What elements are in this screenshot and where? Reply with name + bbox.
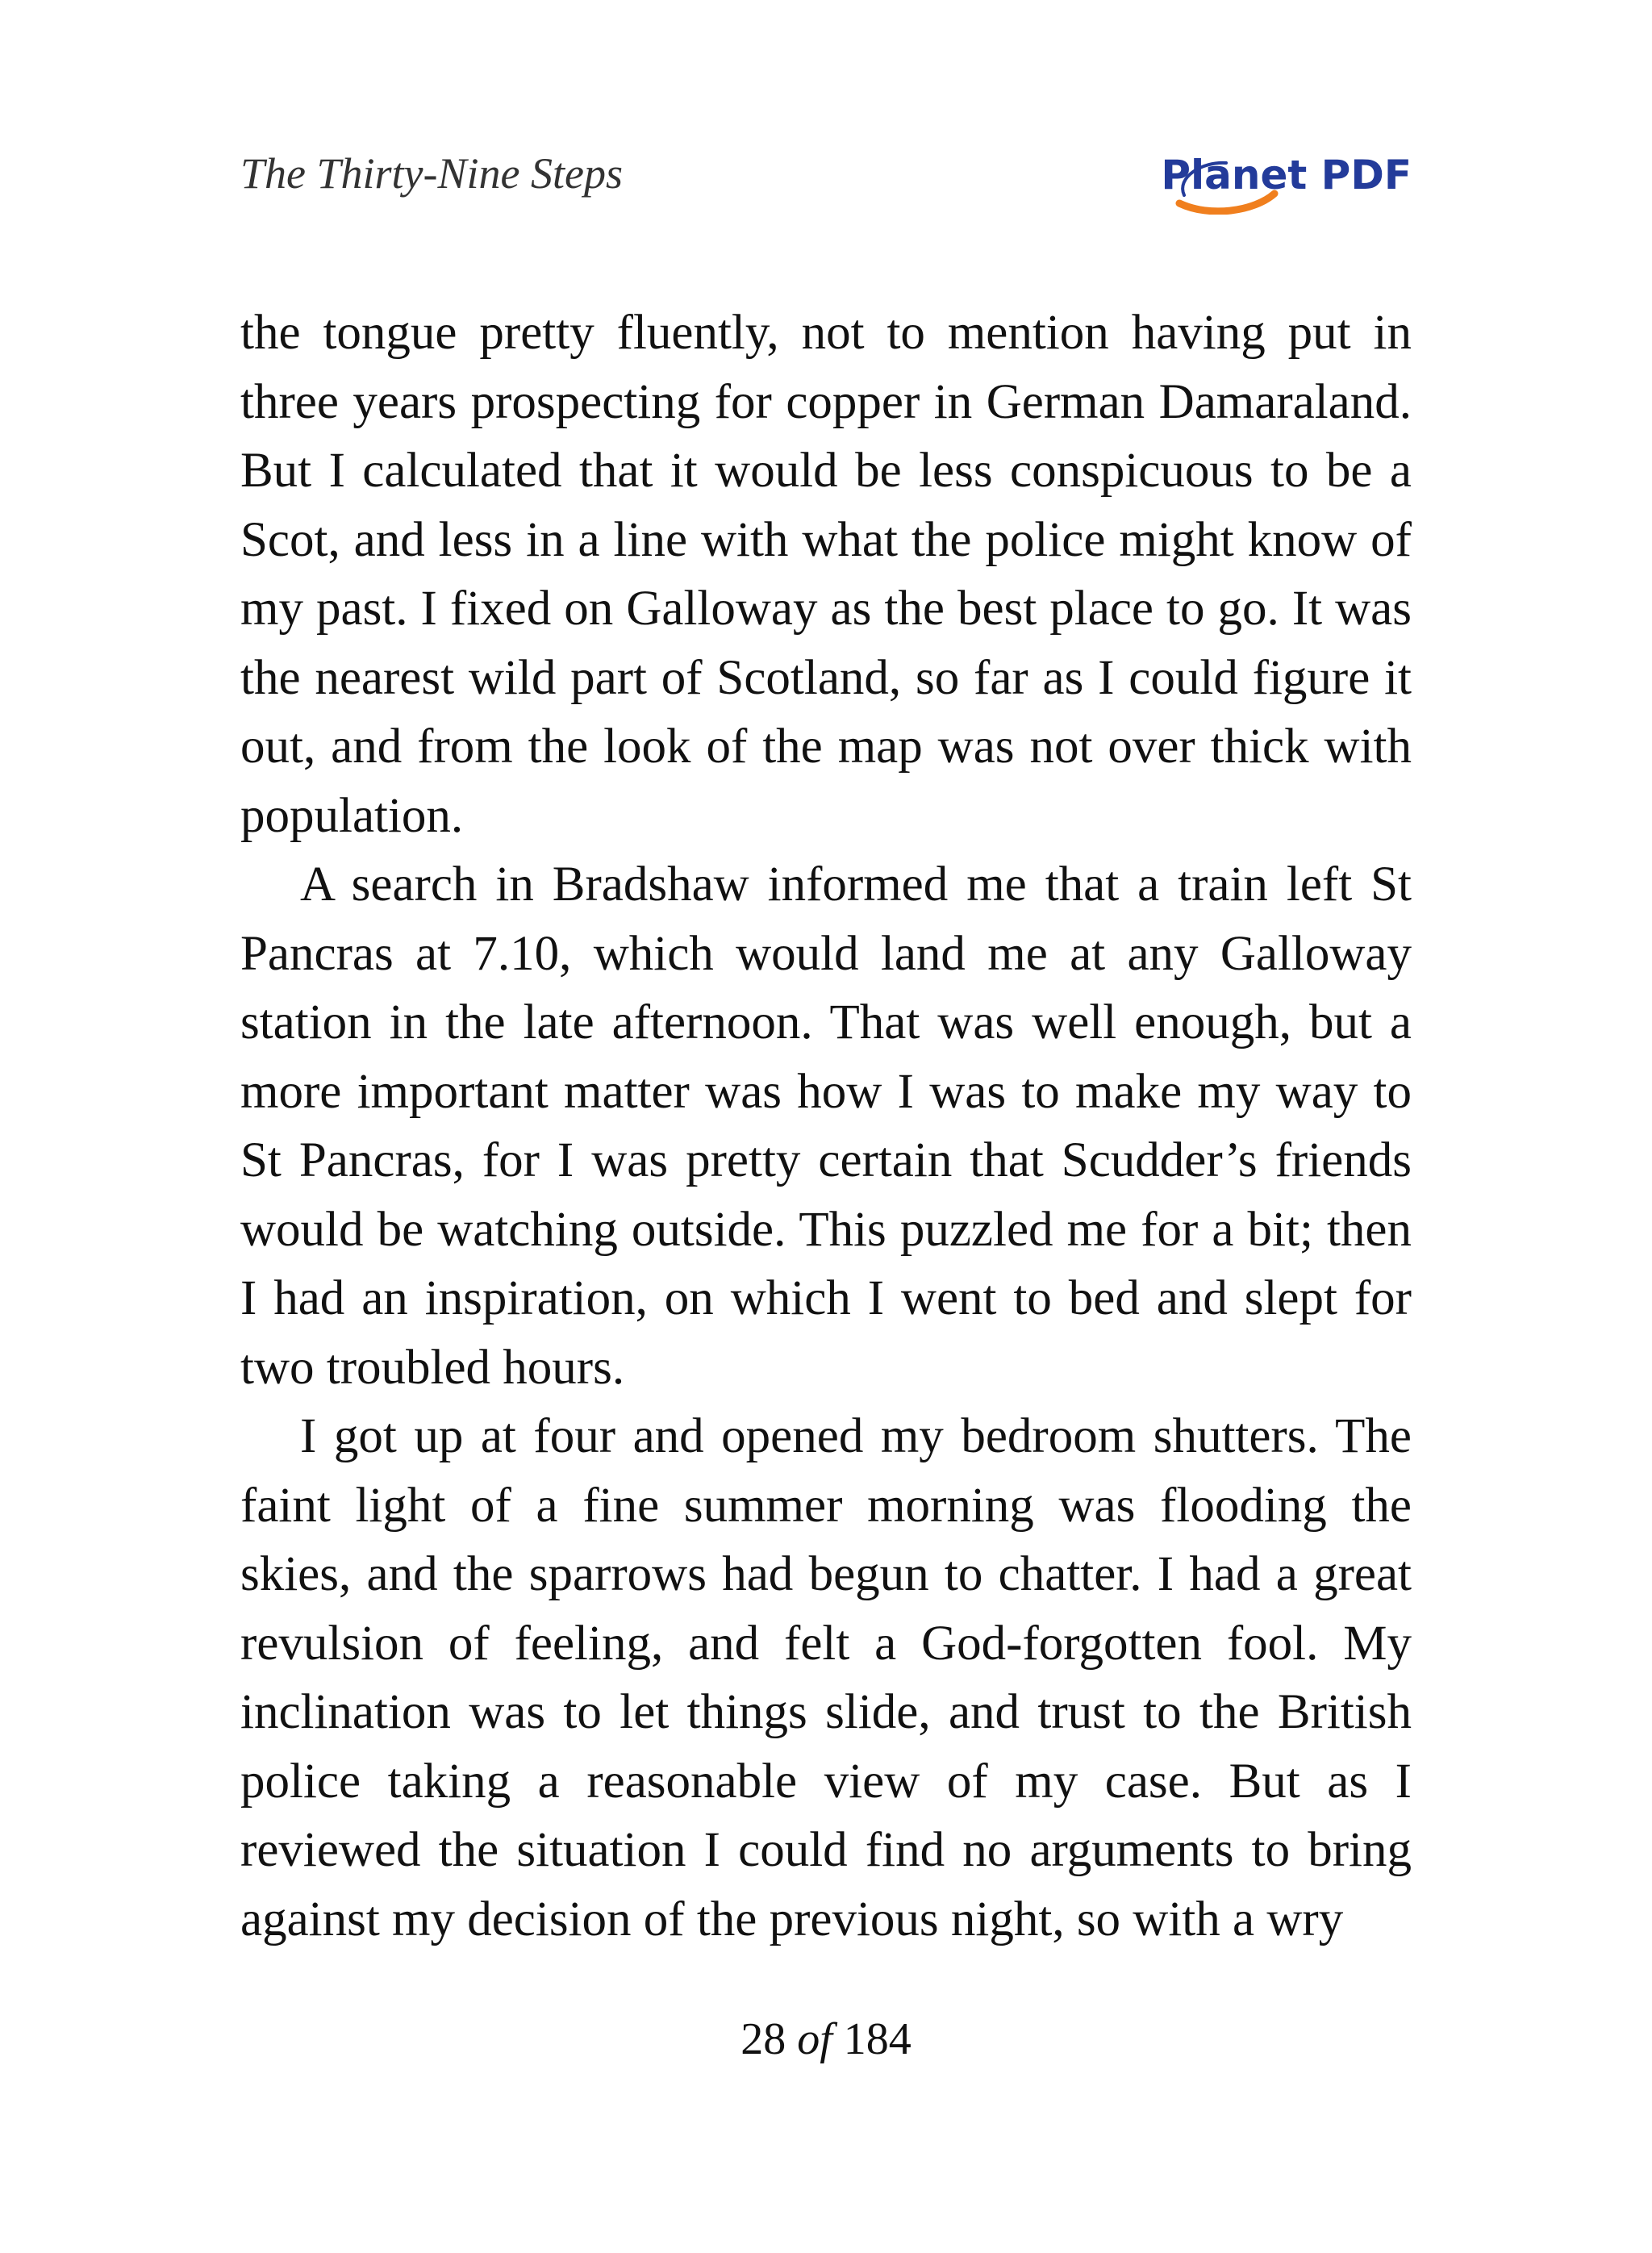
planet-pdf-logo	[1161, 145, 1412, 218]
paragraph-3: I got up at four and opened my bedroom shutters. The faint light of a fine summer morning was flooding the skies, and the sparrows had begun to chatter. I had a great revulsion of feeling, and felt a God-forgotten fool. My inclination was to let things slide, and trust to the British police taking a reasonable view of my case. But as I reviewed the situation I could find no arguments to bring against my decision of the previous night, so with a wry	[240, 1409, 1412, 1946]
page-header	[240, 145, 1412, 218]
page-of: of	[797, 2014, 832, 2064]
book-title: The Thirty-Nine Steps	[240, 149, 623, 198]
paragraph-1: the tongue pretty fluently, not to mention having put in three years prospecting for copper in German Damaraland. But I calculated that it would be less conspicuous to be a Scot, and less in a line with what the police might know of my past. I fixed on Galloway as the best place to go. It was the nearest wild part of Scotland, so far as I could figure it out, and from the look of the map was not over thick with population.	[240, 306, 1412, 843]
page-current: 28	[740, 2014, 786, 2064]
page-number	[0, 2014, 1652, 2064]
logo-text: Planet PDF	[1161, 152, 1412, 198]
page-body	[240, 298, 1412, 1954]
paragraph-2: A search in Bradshaw informed me that a train left St Pancras at 7.10, which would land me at any Galloway station in the late afternoon. That was well enough, but a more important matter was how I was to make my way to St Pancras, for I was pretty certain that Scudder’s friends would be watching outside. This puzzled me for a bit; then I had an inspiration, on which I went to bed and slept for two troubled hours.	[240, 857, 1412, 1395]
page-total: 184	[843, 2014, 912, 2064]
